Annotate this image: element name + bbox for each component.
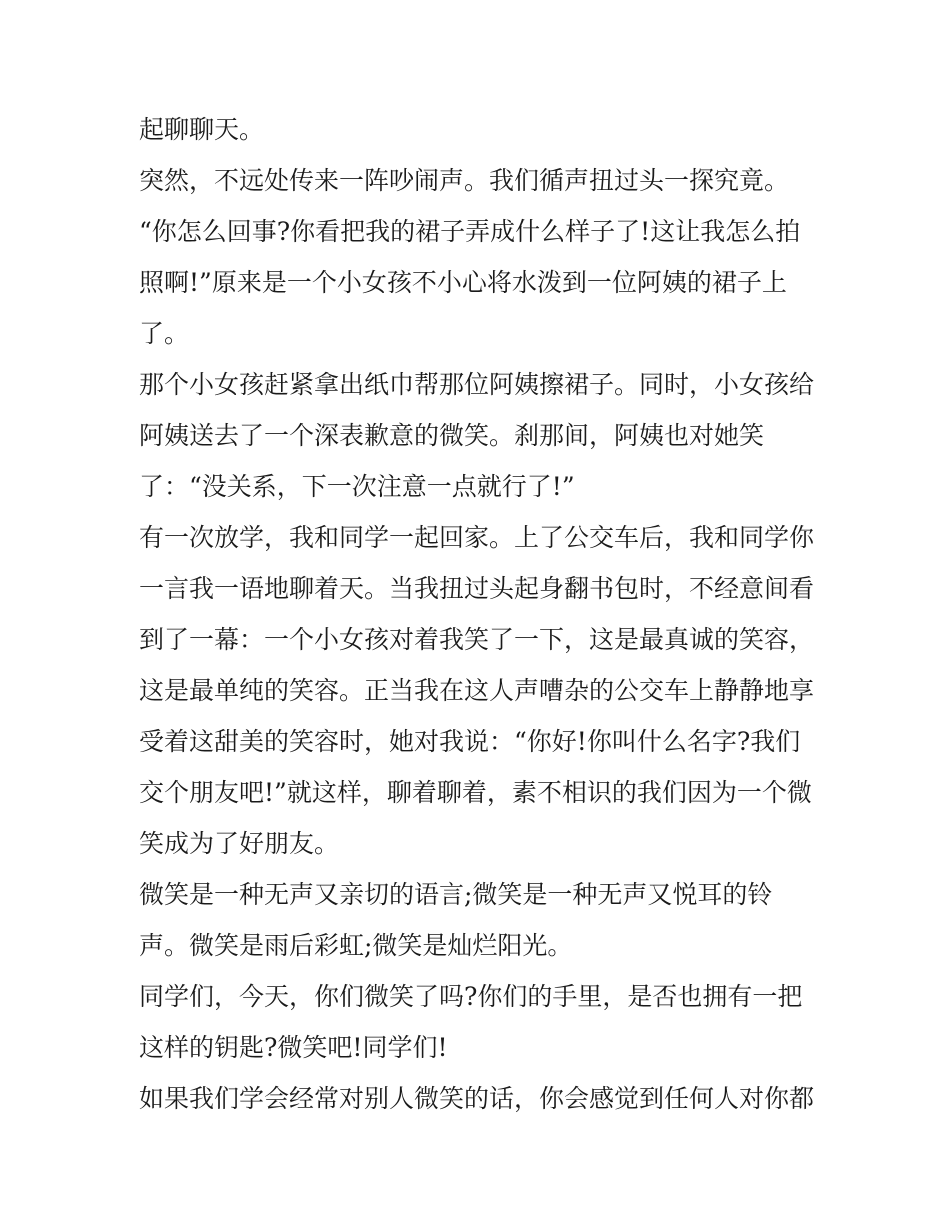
text-line: 一言我一语地聊着天。当我扭过头起身翻书包时，不经意间看 bbox=[139, 574, 815, 603]
text-line: 如果我们学会经常对别人微笑的话，你会感觉到任何人对你都 bbox=[139, 1084, 815, 1113]
text-line: 同学们，今天，你们微笑了吗?你们的手里，是否也拥有一把 bbox=[139, 982, 803, 1011]
text-line: 交个朋友吧!”就这样，聊着聊着，素不相识的我们因为一个微 bbox=[139, 778, 812, 807]
body-text bbox=[139, 104, 829, 1124]
text-line: 那个小女孩赶紧拿出纸巾帮那位阿姨擦裙子。同时，小女孩给 bbox=[139, 370, 815, 399]
text-line: 受着这甜美的笑容时，她对我说：“你好!你叫什么名字?我们 bbox=[139, 727, 801, 756]
text-line: 笑成为了好朋友。 bbox=[139, 829, 340, 858]
text-line: 这样的钥匙?微笑吧!同学们! bbox=[139, 1033, 448, 1062]
text-line: 微笑是一种无声又亲切的语言;微笑是一种无声又悦耳的铃 bbox=[139, 880, 773, 909]
text-line: 了：“没关系，下一次注意一点就行了!” bbox=[139, 472, 575, 501]
text-line: 有一次放学，我和同学一起回家。上了公交车后，我和同学你 bbox=[139, 523, 815, 552]
text-line: “你怎么回事?你看把我的裙子弄成什么样子了!这让我怎么拍 bbox=[139, 217, 801, 246]
text-line: 了。 bbox=[139, 319, 190, 348]
text-line: 突然，不远处传来一阵吵闹声。我们循声扭过头一探究竟。 bbox=[139, 166, 790, 195]
text-line: 阿姨送去了一个深表歉意的微笑。刹那间，阿姨也对她笑 bbox=[139, 421, 765, 450]
text-line: 这是最单纯的笑容。正当我在这人声嘈杂的公交车上静静地享 bbox=[139, 676, 815, 705]
text-line: 照啊!”原来是一个小女孩不小心将水泼到一位阿姨的裙子上 bbox=[139, 268, 787, 297]
text-line: 声。微笑是雨后彩虹;微笑是灿烂阳光。 bbox=[139, 931, 573, 960]
text-line: 到了一幕：一个小女孩对着我笑了一下，这是最真诚的笑容， bbox=[139, 625, 815, 654]
text-line: 起聊聊天。 bbox=[139, 115, 265, 144]
